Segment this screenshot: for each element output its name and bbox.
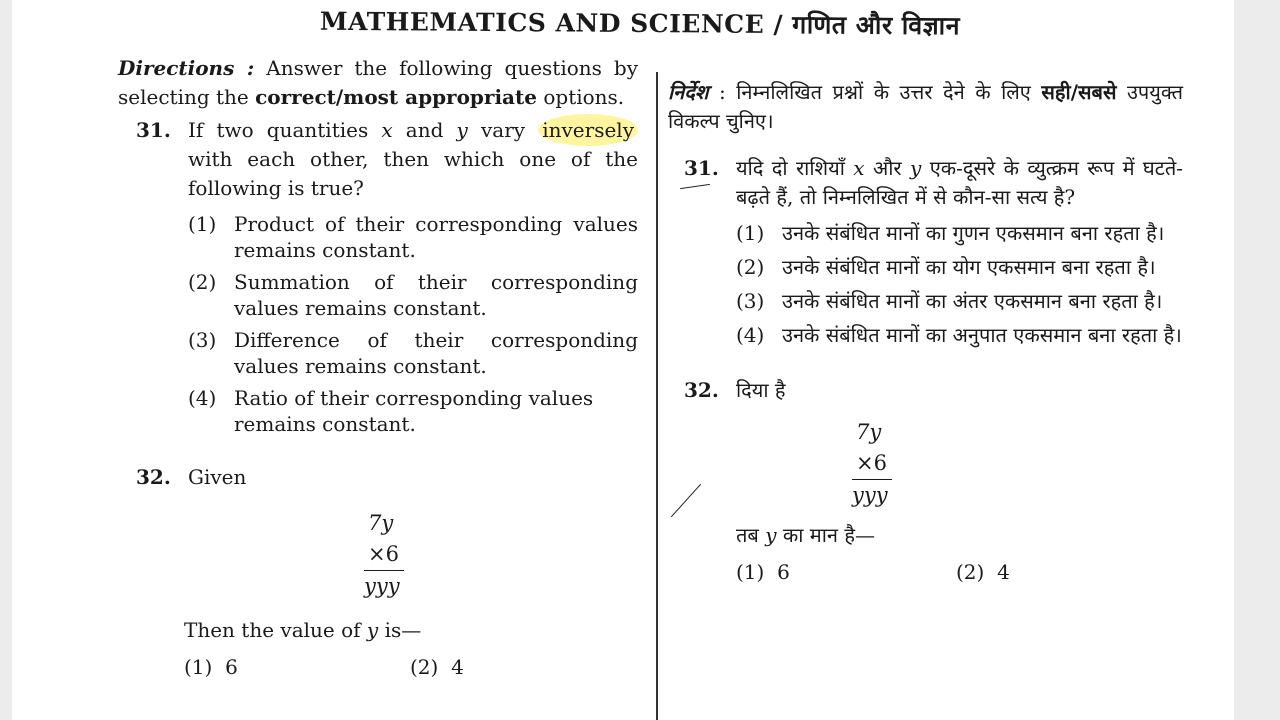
page-title: MATHEMATICS AND SCIENCE / गणित और विज्ञान xyxy=(319,6,961,41)
question-text-part: If two quantities xyxy=(188,118,369,142)
calc-line-2: ×6 xyxy=(856,451,887,475)
directions-english xyxy=(118,54,638,112)
directions-label: Directions : xyxy=(118,56,255,80)
question-text-part: vary xyxy=(481,118,526,142)
question-31-hindi xyxy=(668,154,1183,348)
option-number: (1) xyxy=(736,560,765,584)
directions-hindi xyxy=(668,78,1183,136)
calc-line-2: ×6 xyxy=(368,542,399,566)
option-text: उनके संबंधित मानों का अंतर एकसमान बना रहता है। xyxy=(782,289,1163,313)
column-divider xyxy=(656,72,658,720)
left-page-edge xyxy=(0,0,12,720)
answer-options xyxy=(736,558,1183,587)
option-number: (2) xyxy=(736,255,765,279)
question-text-part: और xyxy=(872,156,902,180)
option-text: Product of their corresponding values remains constant. xyxy=(234,212,638,262)
option-text: उनके संबंधित मानों का गुणन एकसमान बना रहता है। xyxy=(782,221,1165,245)
option-number: (3) xyxy=(188,328,217,352)
directions-bold: सही/सबसे xyxy=(1041,80,1117,104)
question-text xyxy=(188,116,638,203)
option-text: Difference of their corresponding values remains constant. xyxy=(234,328,638,378)
option-number: (2) xyxy=(188,270,217,294)
variable-y: y xyxy=(456,118,468,142)
multiplication-block xyxy=(852,417,1183,511)
question-text-part: with each other, then which one of the following is true? xyxy=(188,147,638,200)
variable-y: y xyxy=(765,523,777,547)
calc-line-1: 7y xyxy=(856,420,882,444)
answer-option-1 xyxy=(736,558,956,587)
question-text xyxy=(736,154,1183,212)
option-value: 6 xyxy=(777,560,790,584)
variable-x: x xyxy=(381,118,393,142)
question-number: 31. xyxy=(684,156,719,180)
then-line xyxy=(736,521,1183,550)
answer-option-2 xyxy=(410,653,464,682)
option-number: (1) xyxy=(188,212,217,236)
question-text-part: यदि दो राशियाँ xyxy=(736,156,845,180)
question-number: 31. xyxy=(136,118,171,142)
directions-label: निर्देश xyxy=(668,80,709,104)
calc-line-1: 7y xyxy=(368,511,394,535)
then-end: का मान है— xyxy=(782,523,875,547)
option-text: Summation of their corresponding values remains constant. xyxy=(234,270,638,320)
answer-option-1 xyxy=(184,653,410,682)
option-number: (4) xyxy=(736,323,765,347)
option-2 xyxy=(188,269,638,321)
highlighted-word: inversely xyxy=(538,114,638,146)
question-text: दिया है xyxy=(736,378,786,402)
calc-result: yyy xyxy=(852,483,888,507)
multiplication-block xyxy=(364,508,638,602)
question-text-part: एक-दूसरे के व्युत्क्रम रूप में घटते-बढ़ते हैं, तो निम्नलिखित में से कौन-सा सत्य है? xyxy=(736,156,1183,209)
question-number: 32. xyxy=(684,378,719,402)
variable-x: x xyxy=(853,156,865,180)
question-32-english xyxy=(118,463,638,682)
english-column xyxy=(118,54,638,682)
question-text: Given xyxy=(188,465,247,489)
then-line xyxy=(184,616,638,645)
then-end: is— xyxy=(384,618,422,642)
answer-option-2 xyxy=(956,558,1010,587)
option-1 xyxy=(188,211,638,263)
directions-end: उपयुक्त विकल्प चुनिए। xyxy=(668,80,1184,133)
option-value: 6 xyxy=(225,655,238,679)
answer-options xyxy=(184,653,638,682)
then-text: तब xyxy=(736,523,759,547)
option-number: (2) xyxy=(410,655,439,679)
option-number: (3) xyxy=(736,289,765,313)
option-4 xyxy=(188,385,638,437)
option-number: (4) xyxy=(188,386,217,410)
right-page-edge xyxy=(1234,0,1280,720)
option-1 xyxy=(736,220,1183,246)
option-value: 4 xyxy=(997,560,1010,584)
directions-bold: correct/most appropriate xyxy=(255,85,537,109)
directions-text: : निम्नलिखित प्रश्नों के उत्तर देने के लिए xyxy=(719,80,1031,104)
question-text-part: and xyxy=(405,118,444,142)
directions-end: options. xyxy=(543,85,625,109)
option-3 xyxy=(736,288,1183,314)
option-number: (1) xyxy=(736,221,765,245)
option-3 xyxy=(188,327,638,379)
option-text: Ratio of their corresponding values remains constant. xyxy=(234,386,594,436)
option-text: उनके संबंधित मानों का अनुपात एकसमान बना रहता है। xyxy=(782,323,1182,347)
question-31-english xyxy=(118,116,638,437)
question-32-hindi xyxy=(668,376,1183,587)
variable-y: y xyxy=(910,156,922,180)
calc-result: yyy xyxy=(364,574,400,598)
option-number: (1) xyxy=(184,655,213,679)
option-value: 4 xyxy=(451,655,464,679)
option-2 xyxy=(736,254,1183,280)
option-text: उनके संबंधित मानों का योग एकसमान बना रहता है। xyxy=(782,255,1156,279)
option-4 xyxy=(736,322,1183,348)
directions-text: Answer the following questions by selecting the xyxy=(118,56,638,109)
question-number: 32. xyxy=(136,465,171,489)
variable-y: y xyxy=(366,618,379,642)
option-number: (2) xyxy=(956,560,985,584)
hindi-column xyxy=(668,78,1183,587)
then-text: Then the value of xyxy=(184,618,361,642)
